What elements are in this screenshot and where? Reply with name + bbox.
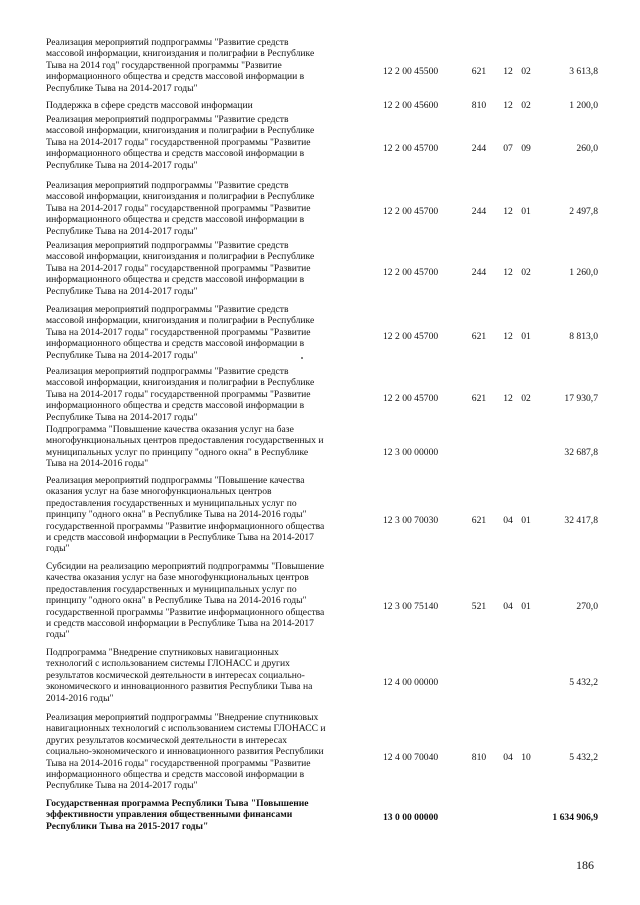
- amount-value: 5 432,2: [569, 752, 598, 763]
- row-description: Государственная программа Республики Тыва "Повышение эффективности управления общественными финансами Республики Тыва на 2015-2017 годы": [46, 798, 309, 832]
- subsection-code: 01: [521, 515, 531, 526]
- target-article-code: 12 2 00 45700: [383, 393, 439, 404]
- amount-value: 2 497,8: [569, 206, 598, 217]
- expense-type-code: 810: [471, 752, 487, 763]
- row-description: Субсидии на реализацию мероприятий подпрограммы "Повышение качества оказания услуг на базе многофункциональных центров предоставления государственных и муниципальных услуг по принципу "одного окна" в Республике Тыва на 2014-2016 годы" государственной программы "Развитие информационного общества и средств массовой информации в Республике Тыва на 2014-2017 годы": [46, 561, 325, 641]
- amount-value: 3 613,8: [569, 66, 598, 77]
- row-description: Реализация мероприятий подпрограммы "Развитие средств массовой информации, книгоиздания и полиграфии в Республике Тыва на 2014-2017 годы" государственной программы "Развитие информационного общества и средств массовой информации в Республике Тыва на 2014-2017 годы": [46, 114, 315, 171]
- subsection-code: 01: [521, 601, 531, 612]
- section-code: 12: [503, 206, 513, 217]
- target-article-code: 12 2 00 45500: [383, 66, 439, 77]
- amount-value: 5 432,2: [569, 677, 598, 688]
- amount-value: 17 930,7: [564, 393, 598, 404]
- target-article-code: 12 2 00 45700: [383, 331, 439, 342]
- amount-value: 1 260,0: [569, 267, 598, 278]
- row-description: Реализация мероприятий подпрограммы "Развитие средств массовой информации, книгоиздания и полиграфии в Республике Тыва на 2014 год" государственной программы "Развитие информационного общества и средств массовой информации в Республике Тыва на 2014-2017 годы": [46, 37, 315, 94]
- expense-type-code: 244: [471, 143, 487, 154]
- expense-type-code: 244: [471, 267, 487, 278]
- section-code: 12: [503, 100, 513, 111]
- expense-type-code: 621: [471, 66, 487, 77]
- target-article-code: 12 2 00 45700: [383, 143, 439, 154]
- section-code: 12: [503, 66, 513, 77]
- page-number: 186: [576, 858, 594, 872]
- amount-value: 260,0: [576, 143, 598, 154]
- expense-type-code: 521: [471, 601, 487, 612]
- expense-type-code: 621: [471, 393, 487, 404]
- target-article-code: 12 4 00 00000: [383, 677, 439, 688]
- amount-value: 32 417,8: [564, 515, 598, 526]
- row-description: Подпрограмма "Повышение качества оказания услуг на базе многофункциональных центров предоставления государственных и муниципальных услуг по принципу "одного окна" в Республике Тыва на 2014-2016 годы": [46, 424, 324, 470]
- row-description: Реализация мероприятий подпрограммы "Развитие средств массовой информации, книгоиздания и полиграфии в Республике Тыва на 2014-2017 годы" государственной программы "Развитие информационного общества и средств массовой информации в Республике Тыва на 2014-2017 годы": [46, 304, 315, 361]
- section-code: 07: [503, 143, 513, 154]
- expense-type-code: 621: [471, 331, 487, 342]
- expense-type-code: 244: [471, 206, 487, 217]
- amount-value: 8 813,0: [569, 331, 598, 342]
- subsection-code: 02: [521, 66, 531, 77]
- amount-value: 270,0: [576, 601, 598, 612]
- section-code: 12: [503, 331, 513, 342]
- row-description: Поддержка в сфере средств массовой информации: [46, 100, 253, 111]
- expense-type-code: 621: [471, 515, 487, 526]
- amount-value: 1 200,0: [569, 100, 598, 111]
- row-description: Реализация мероприятий подпрограммы "Развитие средств массовой информации, книгоиздания и полиграфии в Республике Тыва на 2014-2017 годы" государственной программы "Развитие информационного общества и средств массовой информации в Республике Тыва на 2014-2017 годы": [46, 240, 315, 297]
- subsection-code: 01: [521, 206, 531, 217]
- section-code: 04: [503, 515, 513, 526]
- target-article-code: 13 0 00 00000: [383, 812, 439, 823]
- row-description: Подпрограмма "Внедрение спутниковых навигационных технологий с использованием системы ГЛОНАСС и других результатов космической деятельности в интересах социально- экономического и инновационного развития Республики Тыва на 2014-2016 годы": [46, 647, 313, 704]
- row-description: Реализация мероприятий подпрограммы "Повышение качества оказания услуг на базе многофункциональных центров предоставления государственных и муниципальных услуг по принципу "одного окна" в Республике Тыва на 2014-2016 годы" государственной программы "Развитие информационного общества и средств массовой информации в Республике Тыва на 2014-2017 годы": [46, 475, 325, 555]
- expense-type-code: 810: [471, 100, 487, 111]
- section-code: 04: [503, 752, 513, 763]
- target-article-code: 12 2 00 45600: [383, 100, 439, 111]
- subsection-code: 02: [521, 267, 531, 278]
- amount-value: 32 687,8: [564, 447, 598, 458]
- target-article-code: 12 3 00 75140: [383, 601, 439, 612]
- row-description: Реализация мероприятий подпрограммы "Развитие средств массовой информации, книгоиздания и полиграфии в Республике Тыва на 2014-2017 годы" государственной программы "Развитие информационного общества и средств массовой информации в Республике Тыва на 2014-2017 годы": [46, 366, 315, 423]
- target-article-code: 12 2 00 45700: [383, 267, 439, 278]
- row-description: Реализация мероприятий подпрограммы "Внедрение спутниковых навигационных технологий с использованием системы ГЛОНАСС и других результатов космической деятельности в интересах социально-экономического и инновационного развития Республики Тыва на 2014-2016 годы" государственной программы "Развитие информационного общества и средств массовой информации в Республике Тыва на 2014-2017 годы": [46, 712, 326, 792]
- target-article-code: 12 3 00 00000: [383, 447, 439, 458]
- section-code: 12: [503, 267, 513, 278]
- amount-value: 1 634 906,9: [552, 812, 598, 823]
- row-description: Реализация мероприятий подпрограммы "Развитие средств массовой информации, книгоиздания и полиграфии в Республике Тыва на 2014-2017 годы" государственной программы "Развитие информационного общества и средств массовой информации в Республике Тыва на 2014-2017 годы": [46, 180, 315, 237]
- subsection-code: 09: [521, 143, 531, 154]
- section-code: 04: [503, 601, 513, 612]
- target-article-code: 12 2 00 45700: [383, 206, 439, 217]
- section-code: 12: [503, 393, 513, 404]
- subsection-code: 02: [521, 393, 531, 404]
- subsection-code: 01: [521, 331, 531, 342]
- scan-speck: [301, 357, 303, 359]
- target-article-code: 12 4 00 70040: [383, 752, 439, 763]
- subsection-code: 02: [521, 100, 531, 111]
- target-article-code: 12 3 00 70030: [383, 515, 439, 526]
- subsection-code: 10: [521, 752, 531, 763]
